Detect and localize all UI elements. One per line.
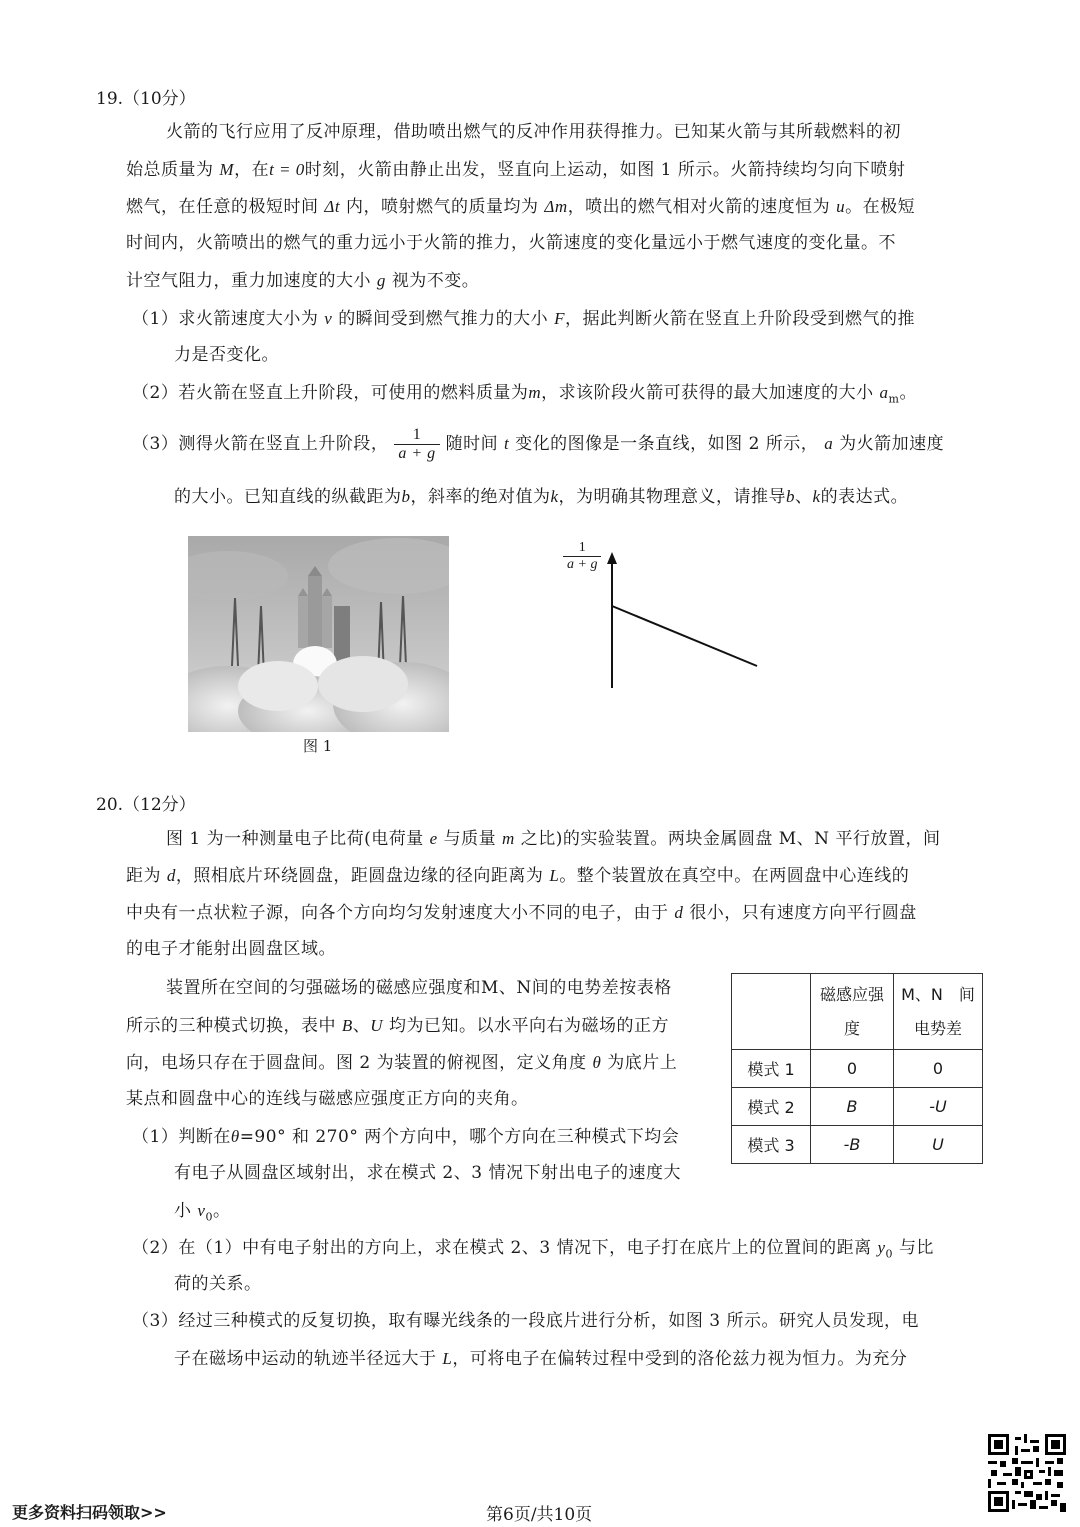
table-cell-u: -U — [894, 1088, 983, 1126]
table-header-corner — [732, 974, 811, 1050]
q20-sub1-line2: 有电子从圆盘区域射出，求在模式 2、3 情况下射出电子的速度大 — [174, 1163, 681, 1183]
q20-sub2-line1: （2）在（1）中有电子射出的方向上，求在模式 2、3 情况下，电子打在底片上的位置间的距离 $y_0$ 与比 — [132, 1238, 934, 1261]
graph-y-axis-arrow — [607, 552, 617, 564]
graph-line — [612, 606, 757, 666]
q20-para2-line3: 向，电场只存在于圆盘间。图 2 为装置的俯视图，定义角度 θ 为底片上 — [126, 1053, 678, 1073]
fraction-1-over-a-plus-g: $\frac{1}{a + g}$ — [394, 426, 439, 463]
q20-para2-line4: 某点和圆盘中心的连线与磁感应强度正方向的夹角。 — [126, 1089, 529, 1109]
q19-sub1-line1: （1）求火箭速度大小为 v 的瞬间受到燃气推力的大小 F，据此判断火箭在竖直上升阶段受到燃气的推 — [132, 309, 915, 329]
q20-para2-line2: 所示的三种模式切换，表中 B、U 均为已知。以水平向右为磁场的正方 — [126, 1016, 669, 1036]
table-cell-b: 0 — [811, 1050, 894, 1088]
q20-para1-line3: 中央有一点状粒子源，向各个方向均匀发射速度大小不同的电子，由于 d 很小，只有速度方向平行圆盘 — [126, 903, 917, 923]
table-row — [732, 1050, 983, 1088]
table-row — [732, 1126, 983, 1164]
q20-para2-line1: 装置所在空间的匀强磁场的磁感应强度和M、N间的电势差按表格 — [166, 978, 672, 998]
table-cell-b: -B — [811, 1126, 894, 1164]
q19-sub3-line2: 的大小。已知直线的纵截距为b，斜率的绝对值为k，为明确其物理意义，请推导b、k的表达式。 — [174, 487, 909, 507]
q20-para1-line4: 的电子才能射出圆盘区域。 — [126, 939, 336, 959]
more-resources-link[interactable]: 更多资料扫码领取>> — [12, 1503, 167, 1522]
q20-header: 20.（12分） — [96, 795, 196, 815]
q19-para1-line2: 始总质量为 M，在t = 0时刻，火箭由静止出发，竖直向上运动，如图 1 所示。火箭持续均匀向下喷射 — [126, 160, 906, 180]
graph-y-axis-label: $\frac{1}{a + g}$ — [563, 540, 601, 573]
q19-header: 19.（10分） — [96, 89, 196, 109]
table-cell-u: 0 — [894, 1050, 983, 1088]
q19-sub2: （2）若火箭在竖直上升阶段，可使用的燃料质量为m，求该阶段火箭可获得的最大加速度的大小 $a_m$。 — [132, 383, 917, 406]
q20-sub2-line2: 荷的关系。 — [174, 1274, 262, 1294]
modes-table — [731, 973, 983, 1164]
table-cell-u: U — [894, 1126, 983, 1164]
q19-para1-line3: 燃气，在任意的极短时间 Δt 内，喷射燃气的质量均为 Δm，喷出的燃气相对火箭的速度恒为 u。在极短 — [126, 197, 916, 217]
table-header-u: M、N 间 电势差 — [894, 974, 983, 1050]
q20-sub1-line3: 小 $v_0$。 — [174, 1201, 231, 1224]
figure-1-caption: 图 1 — [303, 737, 333, 755]
q20-para1-line2: 距为 d，照相底片环绕圆盘，距圆盘边缘的径向距离为 L。整个装置放在真空中。在两圆盘中心连线的 — [126, 866, 910, 886]
rocket-launch-photo — [188, 536, 449, 732]
qr-code[interactable] — [988, 1434, 1066, 1512]
page-number: 第6页/共10页 — [486, 1505, 593, 1525]
table-header-b: 磁感应强 度 — [811, 974, 894, 1050]
table-cell-mode: 模式 3 — [732, 1126, 811, 1164]
table-cell-mode: 模式 2 — [732, 1088, 811, 1126]
q19-para1-line1: 火箭的飞行应用了反冲原理，借助喷出燃气的反冲作用获得推力。已知某火箭与其所载燃料的初 — [166, 122, 901, 142]
table-row — [732, 1088, 983, 1126]
q19-para1-line5: 计空气阻力，重力加速度的大小 g 视为不变。 — [126, 271, 480, 291]
table-cell-b: B — [811, 1088, 894, 1126]
q19-sub3-line1: （3）测得火箭在竖直上升阶段， $\frac{1}{a + g}$ 随时间 t 变化的图像是一条直线，如图 2 所示， a 为火箭加速度 — [132, 426, 945, 462]
q20-sub3-line2: 子在磁场中运动的轨迹半径远大于 L，可将电子在偏转过程中受到的洛伦兹力视为恒力。为充分 — [174, 1349, 908, 1369]
table-cell-mode: 模式 1 — [732, 1050, 811, 1088]
q19-sub1-line2: 力是否变化。 — [174, 345, 279, 365]
q19-para1-line4: 时间内，火箭喷出的燃气的重力远小于火箭的推力，火箭速度的变化量远小于燃气速度的变化量。不 — [126, 233, 896, 253]
q20-sub1-line1: （1）判断在θ=90° 和 270° 两个方向中，哪个方向在三种模式下均会 — [132, 1127, 680, 1147]
table-header-row — [732, 974, 983, 1050]
q20-sub3-line1: （3）经过三种模式的反复切换，取有曝光线条的一段底片进行分析，如图 3 所示。研究人员发现，电 — [132, 1311, 919, 1331]
q20-para1-line1: 图 1 为一种测量电子比荷(电荷量 e 与质量 m 之比)的实验装置。两块金属圆盘 M、N 平行放置，间 — [166, 829, 941, 849]
